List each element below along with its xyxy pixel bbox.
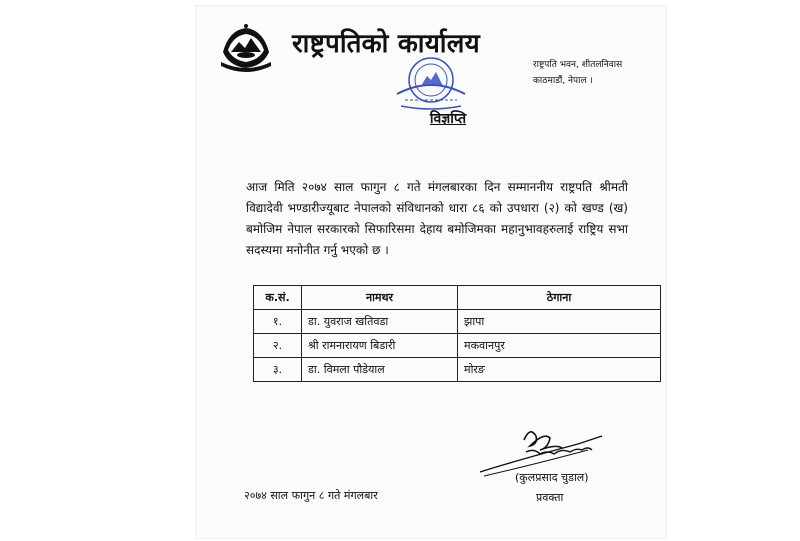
cell-address: मोरङ — [458, 358, 661, 382]
office-stamp-icon — [391, 50, 471, 114]
header-serial: क.सं. — [254, 286, 302, 310]
table-header-row — [254, 286, 661, 310]
notice-heading: विज्ञप्ति — [429, 111, 467, 127]
nominees-table — [253, 285, 661, 382]
cell-address: झापा — [458, 310, 661, 334]
address-line-1: राष्ट्रपति भवन, शीतलनिवास — [533, 60, 623, 70]
office-title: राष्ट्रपतिको कार्यालय — [292, 29, 480, 59]
header-name: नामथर — [302, 286, 458, 310]
cell-serial: २. — [254, 334, 302, 358]
cell-name: डा. विमला पौडेयाल — [302, 358, 458, 382]
table-row — [254, 334, 661, 358]
signatory-role: प्रवक्ता — [536, 491, 564, 504]
notice-date: २०७४ साल फागुन ८ गते मंगलबार — [244, 489, 378, 502]
table-row — [254, 358, 661, 382]
nepal-emblem-icon — [219, 22, 273, 72]
table-row — [254, 310, 661, 334]
address-line-2: काठमाडौं, नेपाल । — [533, 76, 593, 86]
notice-body: आज मिति २०७४ साल फागुन ८ गते मंगलबारका दिन सम्माननीय राष्ट्रपति श्रीमती विद्यादेवी भण्डारीज्यूबाट नेपालको संविधानको धारा ८६ को उपधारा (२) को खण्ड (ख) बमोजिम नेपाल सरकारको सिफारिसमा देहाय बमोजिमका महानुभावहरुलाई राष्ट्रिय सभा सदस्यमा मनोनीत गर्नु भएको छ । — [246, 180, 628, 257]
cell-name: श्री रामनारायण बिडारी — [302, 334, 458, 358]
cell-address: मकवानपुर — [458, 334, 661, 358]
office-address — [533, 57, 622, 89]
cell-serial: १. — [254, 310, 302, 334]
signatory-name: (कुलप्रसाद चुडाल) — [515, 471, 589, 484]
header-address: ठेगाना — [458, 286, 661, 310]
cell-name: डा. युवराज खतिवडा — [302, 310, 458, 334]
cell-serial: ३. — [254, 358, 302, 382]
